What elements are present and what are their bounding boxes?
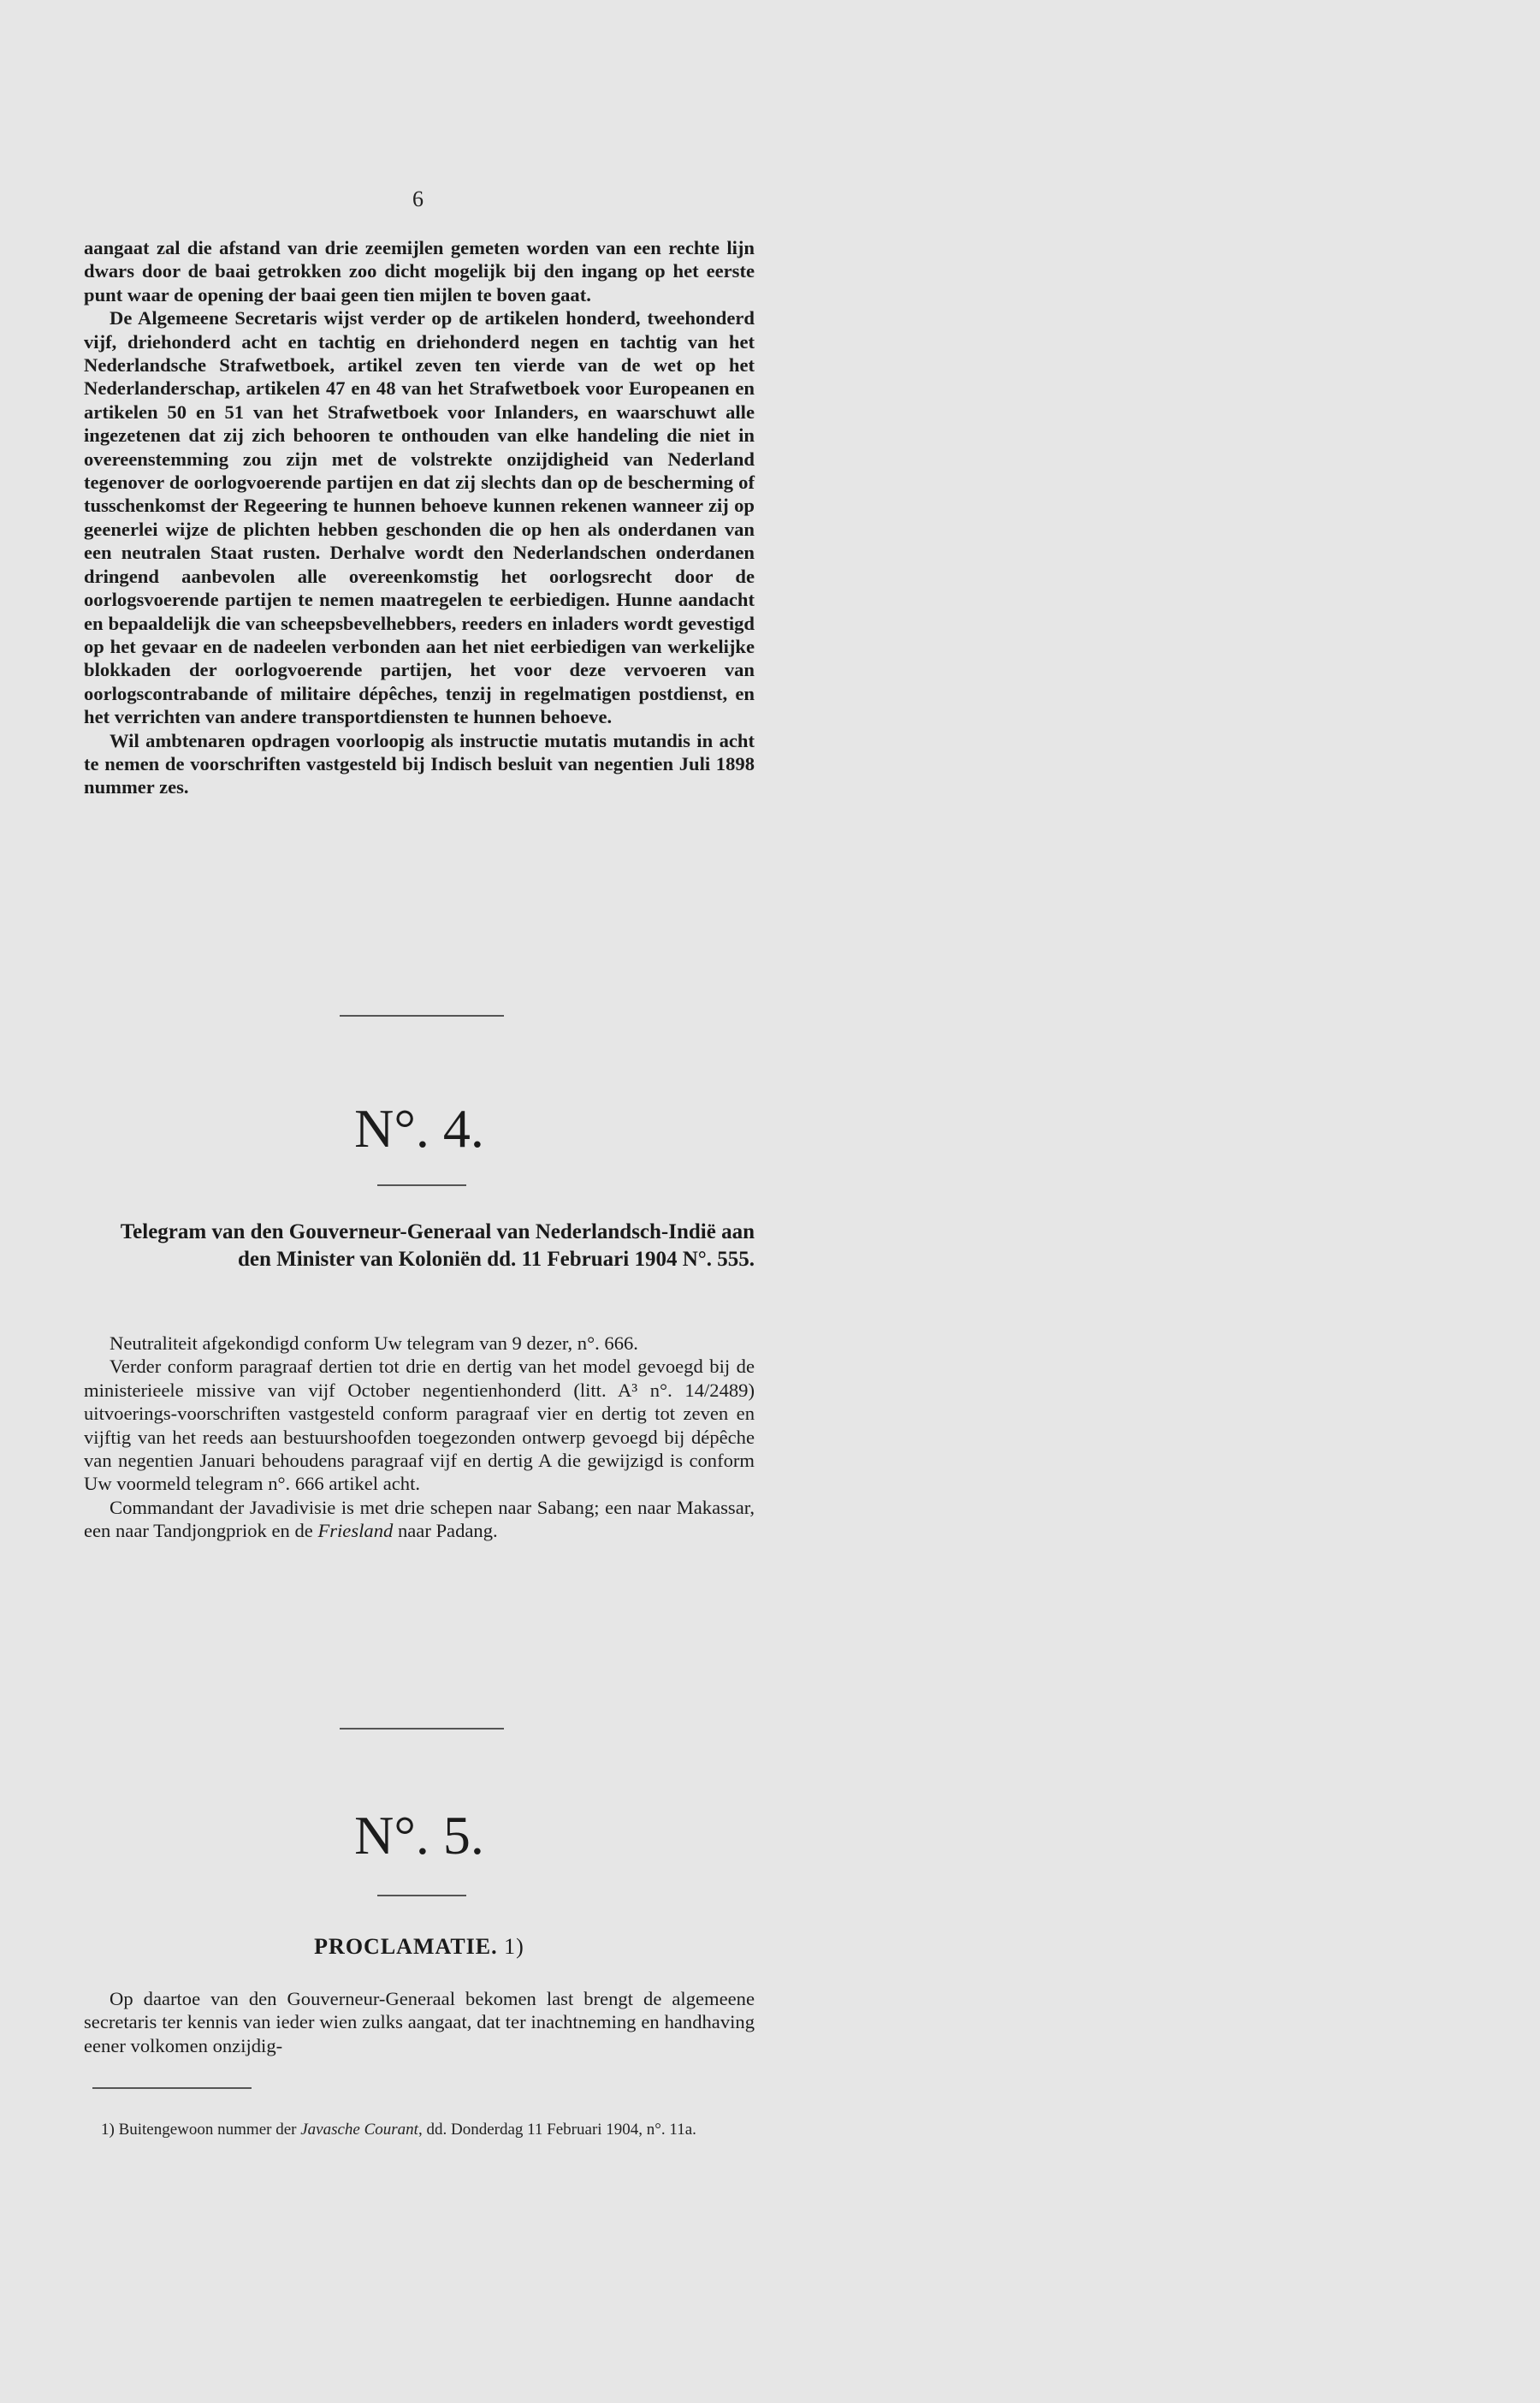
section-5-number: N°. 5.: [354, 1805, 484, 1866]
section-4-body: [84, 1332, 755, 1543]
proclamation-title-text: PROCLAMATIE.: [314, 1934, 498, 1959]
footnote-marker: 1): [101, 2121, 115, 2139]
proclamation-note-marker: 1): [504, 1934, 524, 1959]
paragraph-verder: Verder conform paragraaf dertien tot drie en dertig van het model gevoegd bij de ministerieele missive van vijf October negentienhonderd (litt. A³ n°. 14/2489) uitvoerings-voorschriften vastgesteld conform paragraaf vier en dertig tot zeven en vijftig van het reeds aan bestuurshoofden toegezonden ontwerp gevoegd bij dépêche van negentien Januari behoudens paragraaf vijf en dertig A die gewijzigd is conform Uw voormeld telegram n°. 666 artikel acht.: [84, 1356, 755, 1495]
divider-rule: [340, 1015, 504, 1017]
paragraph-proclamatie: Op daartoe van den Gouverneur-Generaal bekomen last brengt de algemeene secretaris ter kennis van ieder wien zulks aangaat, dat ter inachtneming en handhaving eener volkomen onzijdig-: [84, 1988, 755, 2056]
footnote-publication: Javasche Courant: [300, 2121, 418, 2139]
ship-name: Friesland: [317, 1520, 394, 1542]
footnote: [84, 2119, 755, 2140]
proclamation-title: [84, 1934, 755, 1960]
page-number: 6: [412, 187, 424, 211]
commandant-text: Commandant der Javadivisie is met drie schepen naar Sabang; een naar Makassar, een naar Tandjongpriok en de: [84, 1496, 755, 1542]
section-4-heading: Telegram van den Gouverneur-Generaal van Nederlandsch-Indië aan den Minister van Koloniën dd. 11 Februari 1904 N°. 555.: [120, 1220, 755, 1271]
section-5-underline: [377, 1895, 466, 1896]
paragraph-ambtenaren: Wil ambtenaren opdragen voorloopig als instructie mutatis mutandis in acht te nemen de voorschriften vastgesteld bij Indisch besluit van negentien Juli 1898 nummer zes.: [84, 729, 755, 798]
section-top: [84, 236, 755, 799]
footnote-text-before: Buitengewoon nummer der: [118, 2121, 297, 2139]
paragraph-secretaris: De Algemeene Secretaris wijst verder op de artikelen honderd, tweehonderd vijf, driehonderd acht en tachtig en driehonderd negen en tachtig van het Nederlandsche Strafwetboek, artikel zeven ten vierde van de wet op het Nederlanderschap, artikelen 47 en 48 van het Strafwetboek voor Europeanen en artikelen 50 en 51 van het Strafwetboek voor Inlanders, en waarschuwt alle ingezetenen dat zij zich behooren te onthouden van elke handeling die niet in overeenstemming zou zijn met de volstrekte onzijdigheid van Nederland tegenover de oorlogvoerende partijen en dat zij slechts dan op de bescherming of tusschenkomst der Regeering te hunnen behoeve kunnen rekenen wanneer zij op geenerlei wijze de plichten hebben geschonden die op hen als onderdanen van een neutralen Staat rusten. Derhalve wordt den Nederlandschen onderdanen dringend aanbevolen alle overeenkomstig het oorlogsrecht door de oorlogsvoerende partijen te nemen maatregelen te eerbiedigen. Hunne aandacht en bepaaldelijk die van scheepsbevelhebbers, reeders en inladers wordt gevestigd op het gevaar en de nadeelen verbonden aan het niet eerbiedigen van werkelijke blokkaden der oorlogvoerende partijen, het voor deze vervoeren van oorlogscontrabande of militaire dépêches, tenzij in regelmatigen postdienst, en het verrichten van andere transportdiensten te hunnen behoeve.: [84, 307, 755, 728]
footnote-rule: [92, 2087, 252, 2089]
section-5-body: [84, 1987, 755, 2057]
paragraph-commandant: [84, 1496, 755, 1543]
paragraph-neutraliteit: Neutraliteit afgekondigd conform Uw telegram van 9 dezer, n°. 666.: [110, 1332, 638, 1354]
section-4-underline: [377, 1184, 466, 1186]
divider-rule-2: [340, 1728, 504, 1730]
paragraph-continuation: aangaat zal die afstand van drie zeemijlen gemeten worden van een rechte lijn dwars door de baai getrokken zoo dicht mogelijk bij den ingang op het eerste punt waar de opening der baai geen tien mijlen te boven gaat.: [84, 237, 755, 306]
footnote-text-after: , dd. Donderdag 11 Februari 1904, n°. 11a.: [418, 2121, 696, 2139]
commandant-text-end: naar Padang.: [397, 1520, 498, 1542]
section-4-number: N°. 4.: [354, 1098, 484, 1159]
